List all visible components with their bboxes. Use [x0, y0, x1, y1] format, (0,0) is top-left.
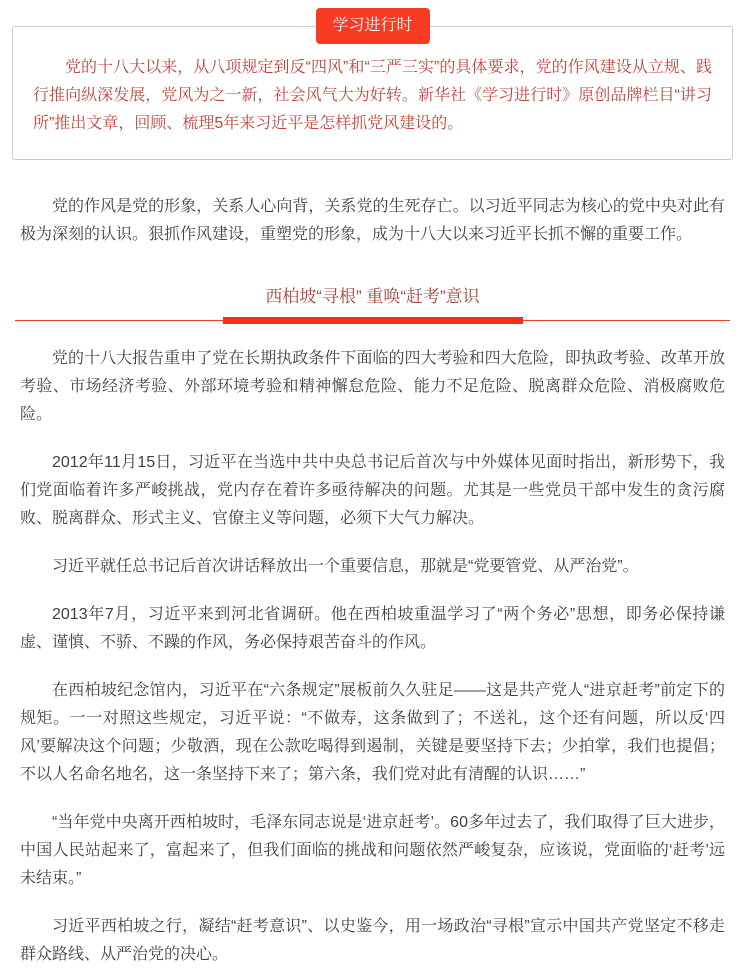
- article-paragraph: 2013年7月，习近平来到河北省调研。他在西柏坡重温学习了“两个务必”思想，即务必保持谦虚、谨慎、不骄、不躁的作风，务必保持艰苦奋斗的作风。: [20, 606, 725, 651]
- article-paragraph: 习近平就任总书记后首次讲话释放出一个重要信息，那就是“党要管党、从严治党”。: [52, 558, 639, 575]
- intro-section: [0, 0, 745, 160]
- article-paragraph: 习近平西柏坡之行，凝结“赶考意识”、以史鉴今，用一场政治“寻根”宣示中国共产党坚定不移走群众路线、从严治党的决心。: [20, 918, 725, 963]
- article-paragraph: “当年党中央离开西柏坡时，毛泽东同志说是‘进京赶考’。60多年过去了，我们取得了巨大进步，中国人民站起来了，富起来了，但我们面临的挑战和问题依然严峻复杂，应该说，党面临的‘赶考’远未结束。”: [20, 814, 725, 887]
- intro-box: [12, 26, 733, 160]
- article-body: [0, 193, 745, 308]
- article-paragraph: 2012年11月15日，习近平在当选中共中央总书记后首次与中外媒体见面时指出，新形势下，我们党面临着许多严峻挑战，党内存在着许多亟待解决的问题。尤其是一些党员干部中发生的贪污腐败、脱离群众、形式主义、官僚主义等问题，必须下大气力解决。: [20, 454, 725, 527]
- article-paragraph: 在西柏坡纪念馆内，习近平在“六条规定”展板前久久驻足——这是共产党人“进京赶考”前定下的规矩。一一对照这些规定，习近平说：“不做寿，这条做到了；不送礼，这个还有问题，所以反‘四风’要解决这个问题；少敬酒，现在公款吃喝得到遏制，关键是要坚持下去；少拍掌，我们也提倡；不以人名命名地名，这一条坚持下来了；第六条，我们党对此有清醒的认识……”: [20, 682, 725, 783]
- section-heading: 西柏坡“寻根” 重唤“赶考”意识: [265, 287, 480, 306]
- article-paragraph: 党的十八大报告重申了党在长期执政条件下面临的四大考验和四大危险，即执政考验、改革开放考验、市场经济考验、外部环境考验和精神懈怠危险、能力不足危险、脱离群众危险、消极腐败危险。: [20, 350, 725, 423]
- series-badge: 学习进行时: [315, 8, 429, 44]
- article-paragraph: 党的作风是党的形象，关系人心向背，关系党的生死存亡。以习近平同志为核心的党中央对此有极为深刻的认识。狠抓作风建设，重塑党的形象，成为十八大以来习近平长抓不懈的重要工作。: [20, 198, 725, 243]
- article-body-continued: [0, 345, 745, 969]
- heading-divider-accent: [223, 317, 523, 324]
- heading-divider: [15, 317, 730, 324]
- intro-abstract-text: 党的十八大以来，从八项规定到反“四风”和“三严三实”的具体要求，党的作风建设从立规、践行推向纵深发展，党风为之一新，社会风气大为好转。新华社《学习进行时》原创品牌栏目“讲习所”推出文章，回顾、梳理5年来习近平是怎样抓党风建设的。: [33, 59, 712, 132]
